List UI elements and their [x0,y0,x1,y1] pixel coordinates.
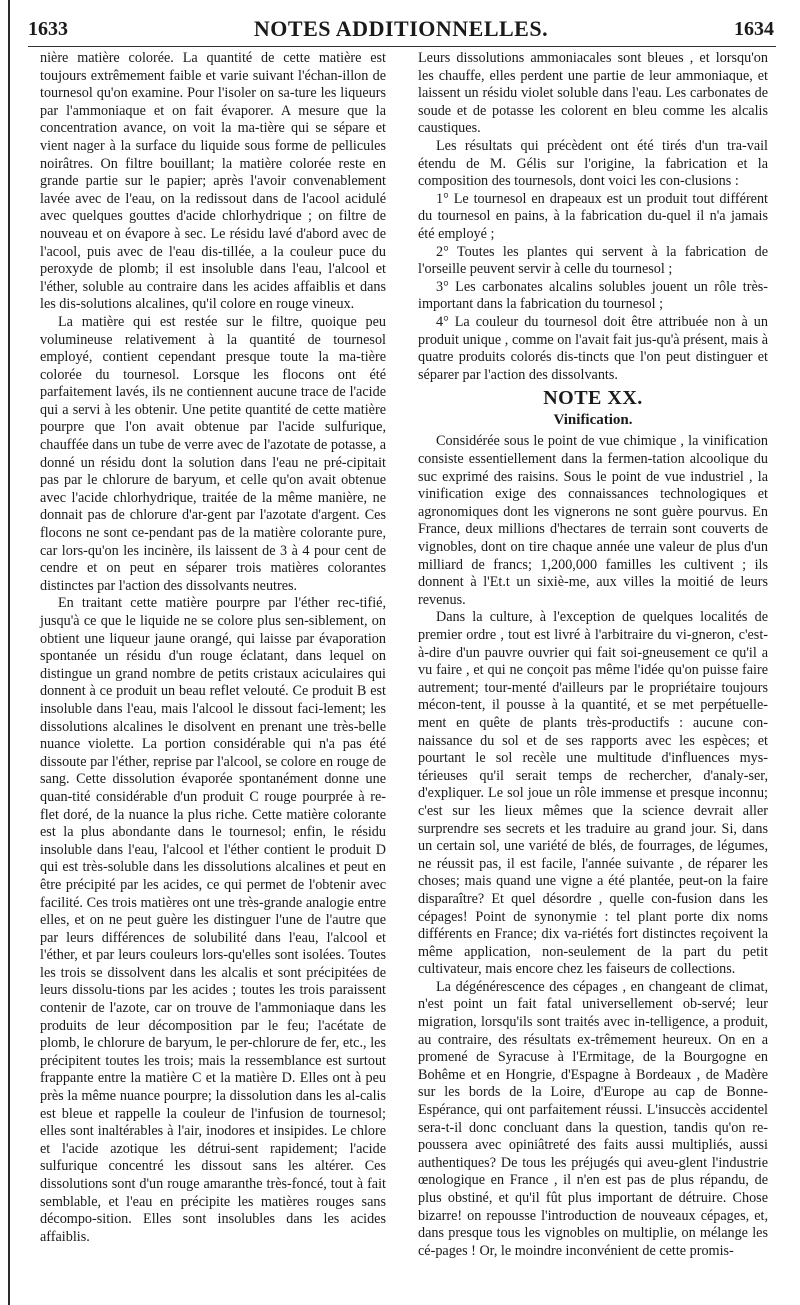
page-number-right: 1634 [734,18,774,40]
left-column [40,50,386,1246]
note-subheading: Vinification. [553,411,633,428]
paragraph: Les résultats qui précèdent ont été tirés d'un tra-vail étendu de M. Gélis sur l'origine, la fabrication et la composition des tournesols, dont voici les con-clusions : [418,137,768,190]
page-number-left: 1633 [28,18,68,40]
page-edge-rule [8,0,10,1305]
header-rule [28,46,776,47]
conclusion-item: 3° Les carbonates alcalins solubles jouent un rôle très-important dans la fabrication du tournesol ; [418,278,768,313]
paragraph: Leurs dissolutions ammoniacales sont bleues , et lorsqu'on les chauffe, elles perdent une partie de leur ammoniaque, et laissent un résidu violet soluble dans l'eau. Les carbonates de soude et de potasse les colorent en bleu comme les alcalis caustiques. [418,50,768,137]
paragraph: Dans la culture, à l'exception de quelques localités de premier ordre , tout est livré à l'arbitraire du vi-gneron, c'est-à-dire d'un pauvre ouvrier qui fait soi-gneusement ce qu'il a vu faire , et qui ne conçoit pas même l'idée qu'on puisse faire autrement; tour-menté d'ailleurs par le propriétaire toujours mécon-tent, il pousse à la quantité, et se met perpétuelle-ment en quête de plants très-productifs : aucune con-naissance du sol et de ses rapports avec les espèces; et pourtant le sol recèle une multitude d'influences mys-térieuses qu'il serait temps de rechercher, d'analy-ser, d'expliquer. Le sol joue un rôle immense et presque inconnu; c'est sur les lieux mêmes que la science devrait aller surprendre ses secrets et les traduire au grand jour. Si, dans un certain sol, une variété de blés, de fourrages, de légumes, ne réussit pas, il est facile, l'année suivante , de réparer les choses; mais quand une vigne a été plantée, peut-on la faire disparaître? Et quel désordre , quelle con-fusion dans les cépages! Point de synonymie : tel plant porte dix noms différents en France; dix va-riétés fort distinctes reçoivent la même application, non-seulement de la part du petit cultivateur, mais encore chez les faiseurs de collections. [418,609,768,978]
running-header [28,14,774,44]
paragraph: La matière qui est restée sur le filtre, quoique peu volumineuse relativement à la quantité de tournesol employé, contient cependant presque toute la ma-tière colorée du tournesol. Lorsque les flocons ont été parfaitement lavés, ils ne contiennent aucune trace de l'acide qui a servi à les obtenir. Une petite quantité de cette matière pourpre que l'on avait obtenue par l'acide sulfurique, chauffée dans un tube de verre avec de l'azotate de potasse, a donné un résidu dont la solution dans l'eau ne pré-cipitait pas par le chlorure de baryum, et celle qu'on avait obtenue avec l'acide chlorhydrique, traitée de la même manière, ne donnait pas de chlorure d'ar-gent par l'azotate d'argent. Ces flocons ne sont ce-pendant pas de la matière colorante pure, car lors-qu'on les incinère, ils laissent de 3 à 4 pour cent de cendre et on peut en séparer trois matières colorantes distinctes par l'action des dissolvants neutres. [40,313,386,594]
right-column [418,50,768,1260]
paragraph: La dégénérescence des cépages , en changeant de climat, n'est point un fait fatal universellement ob-servé; leur migration, lorsqu'ils sont traités avec in-telligence, a produit, au contraire, des résultats ex-trêmement heureux. On en a promené de Syracuse à l'Ermitage, de la Bourgogne en Bohême et en Hongrie, d'Espagne à Bordeaux , de Madère sur les bords de la Loire, d'Europe au cap de Bonne-Espérance, qui ont parfaitement réussi. L'insuccès accidentel sera-t-il donc concluant dans la question, tandis qu'on re-poussera avec opiniâtreté des faits aussi multipliés, aussi authentiques? De tous les préjugés qui aveu-glent l'industrie œnologique en France , il n'en est pas de plus répandu, de plus obstiné, et qu'il fût plus important de détruire. Chose bizarre! on repousse l'introduction de nouveaux cépages, et, dans presque tous les vignobles on multiplie, on mélange les cé-pages ! Or, le moindre inconvénient de cette promis- [418,978,768,1259]
running-title: NOTES ADDITIONNELLES. [253,16,549,41]
note-heading: NOTE XX. [543,387,643,410]
conclusion-item: 2° Toutes les plantes qui servent à la fabrication de l'orseille peuvent servir à celle du tournesol ; [418,243,768,278]
paragraph: nière matière colorée. La quantité de cette matière est toujours extrêmement faible et varie suivant l'échan-illon de tournesol qu'on examine. Pour l'isoler on sa-ture les liqueurs par l'ammoniaque et on fait évaporer. A mesure que la concentration avance, on voit la ma-tière qui se sépare et vient nager à la surface du liquide sous forme de pellicules noirâtres. On filtre bouillant; la matière colorée reste en grande partie sur le papier; après l'avoir convenablement lavée avec de l'eau, on la redissout dans de l'acool acidulé avec quelques gouttes d'acide chlorhydrique ; on filtre de nouveau et on évapore à sec. Le résidu lavé d'abord avec de l'acool, puis avec de l'eau dis-tillée, a la couleur puce du peroxyde de plomb; il est insoluble dans l'eau, l'alcool et l'éther, soluble au contraire dans les acides affaiblis et dans les dis-solutions alcalines, qu'il colore en rouge vineux. [40,50,386,313]
paragraph: Considérée sous le point de vue chimique , la vinification consiste essentiellement dans la fermen-tation alcoolique du suc exprimé des raisins. Sous le point de vue industriel , la vinification exige des connaissances technologiques et agronomiques dont les vignerons ne sont guère pourvus. En France, deux millions d'hectares de terrain sont couverts de vignobles, dont on tire chaque année une valeur de plus d'un milliard de francs; 1,200,000 familles les cultivent ; ils donnent à l'Et.t un sixiè-me, aux villes la moitié de leurs revenus. [418,433,768,608]
conclusion-item: 1° Le tournesol en drapeaux est un produit tout différent du tournesol en pains, à la fabrication du-quel il n'a jamais été employé ; [418,190,768,242]
conclusion-item: 4° La couleur du tournesol doit être attribuée non à un produit unique , comme on l'avait fait jus-qu'à présent, mais à quatre produits colorés dis-tincts que l'on peut distinguer et séparer par l'action des dissolvants. [418,313,768,383]
paragraph: En traitant cette matière pourpre par l'éther rec-tifié, jusqu'à ce que le liquide ne se colore plus sen-siblement, on obtient une liqueur jaune orangé, qui laisse par évaporation spontanée un résidu d'un rouge éclatant, dans lequel on distingue un grand nombre de petits cristaux aciculaires qui donnent à ce produit un beau reflet velouté. Ce produit B est insoluble dans l'eau, mais l'alcool le dissout faci-lement; les dissolutions alcalines le disolvent en prenant une très-belle nuance violette. La portion considérable qui n'a pas été dissoute par l'éther, reprise par l'alcool, se colore en rouge de sang. Cette dissolution évaporée spontanément donne une quan-tité considérable d'un produit C rouge pourprée à re-flet doré, de la nuance la plus riche. Cette matière colorante est la plus abondante dans le tournesol; enfin, le résidu insoluble dans l'eau, l'alcool et l'éther contient le produit D qui est très-soluble dans les dissolutions alcalines et peut en être précipité par les acides, ce qui permet de l'obtenir avec facilité. Ces trois matières ont une très-grande analogie entre elles, et on ne peut guère les distinguer l'une de l'autre que par leurs différences de solubilité dans l'eau, l'alcool et l'éther, et par leurs couleurs lors-qu'elles sont isolées. Toutes les trois se dissolvent dans les alcalis et sont précipitées de leurs dissolu-tions par les acides ; toutes les trois paraissent contenir de l'azote, car on trouve de l'ammoniaque dans les produits de leur décomposition par le feu; l'acétate de plomb, le chlorure de baryum, le per-chlorure de fer, etc., les précipitent toutes les trois; mais la ressemblance est surtout frappante entre la matière C et la matière D. Elles ont à peu près la même nuance pourpre; la dissolution dans les al-calis est bleue et rappelle la couleur de l'infusion de tournesol; elles sont inaltérables à l'air, inodores et insipides. Le chlore et l'acide azotique les détrui-sent rapidement; l'acide sulfurique concentré les dissout sans les altérer. Ces dissolutions sont d'un rouge amaranthe très-foncé, tout à fait semblable, et l'eau en précipite les matières rouges sans décompo-sition. Elles sont insolubles dans les acides affaiblis. [40,595,386,1245]
